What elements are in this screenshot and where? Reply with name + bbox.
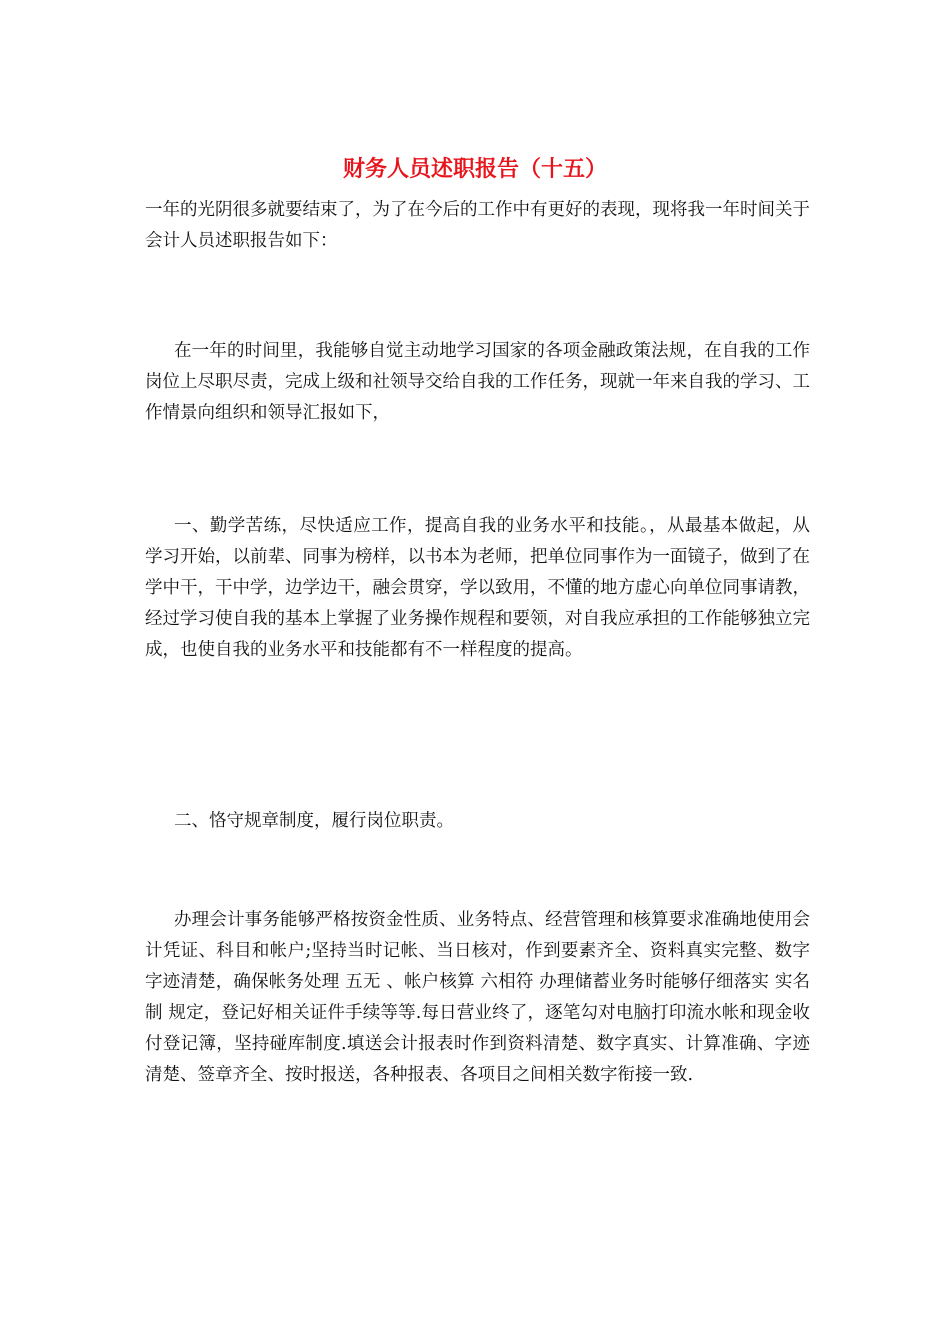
intro-paragraph: 一年的光阴很多就要结束了，为了在今后的工作中有更好的表现，现将我一年时间关于会计人员述职报告如下： xyxy=(145,200,810,251)
section-two-paragraph: 办理会计事务能够严格按资金性质、业务特点、经营管理和核算要求准确地使用会计凭证、科目和帐户;坚持当时记帐、当日核对，作到要素齐全、资料真实完整、数字字迹清楚，确保帐务处理 五无 、帐户核算 六相符 办理储蓄业务时能够仔细落实 实名制 规定，登记好相关证件手续等等.每日营业终了，逐笔勾对电脑打印流水帐和现金收付登记簿，坚持碰库制度.填送会计报表时作到资料清楚、数字真实、计算准确、字迹清楚、签章齐全、按时报送，各种报表、各项目之间相关数字衔接一致. xyxy=(145,910,810,1085)
section-one-paragraph: 一、勤学苦练，尽快适应工作，提高自我的业务水平和技能。，从最基本做起，从学习开始，以前辈、同事为榜样，以书本为老师，把单位同事作为一面镜子，做到了在学中干，干中学，边学边干，融会贯穿，学以致用，不懂的地方虚心向单位同事请教，经过学习使自我的基本上掌握了业务操作规程和要领，对自我应承担的工作能够独立完成，也使自我的业务水平和技能都有不一样程度的提高。 xyxy=(145,516,810,660)
section-two-heading: 二、恪守规章制度，履行岗位职责。 xyxy=(174,811,454,831)
document-title: 财务人员述职报告（十五） xyxy=(342,156,607,182)
overview-paragraph: 在一年的时间里，我能够自觉主动地学习国家的各项金融政策法规，在自我的工作岗位上尽职尽责，完成上级和社领导交给自我的工作任务，现就一年来自我的学习、工作情景向组织和领导汇报如下， xyxy=(145,341,810,423)
